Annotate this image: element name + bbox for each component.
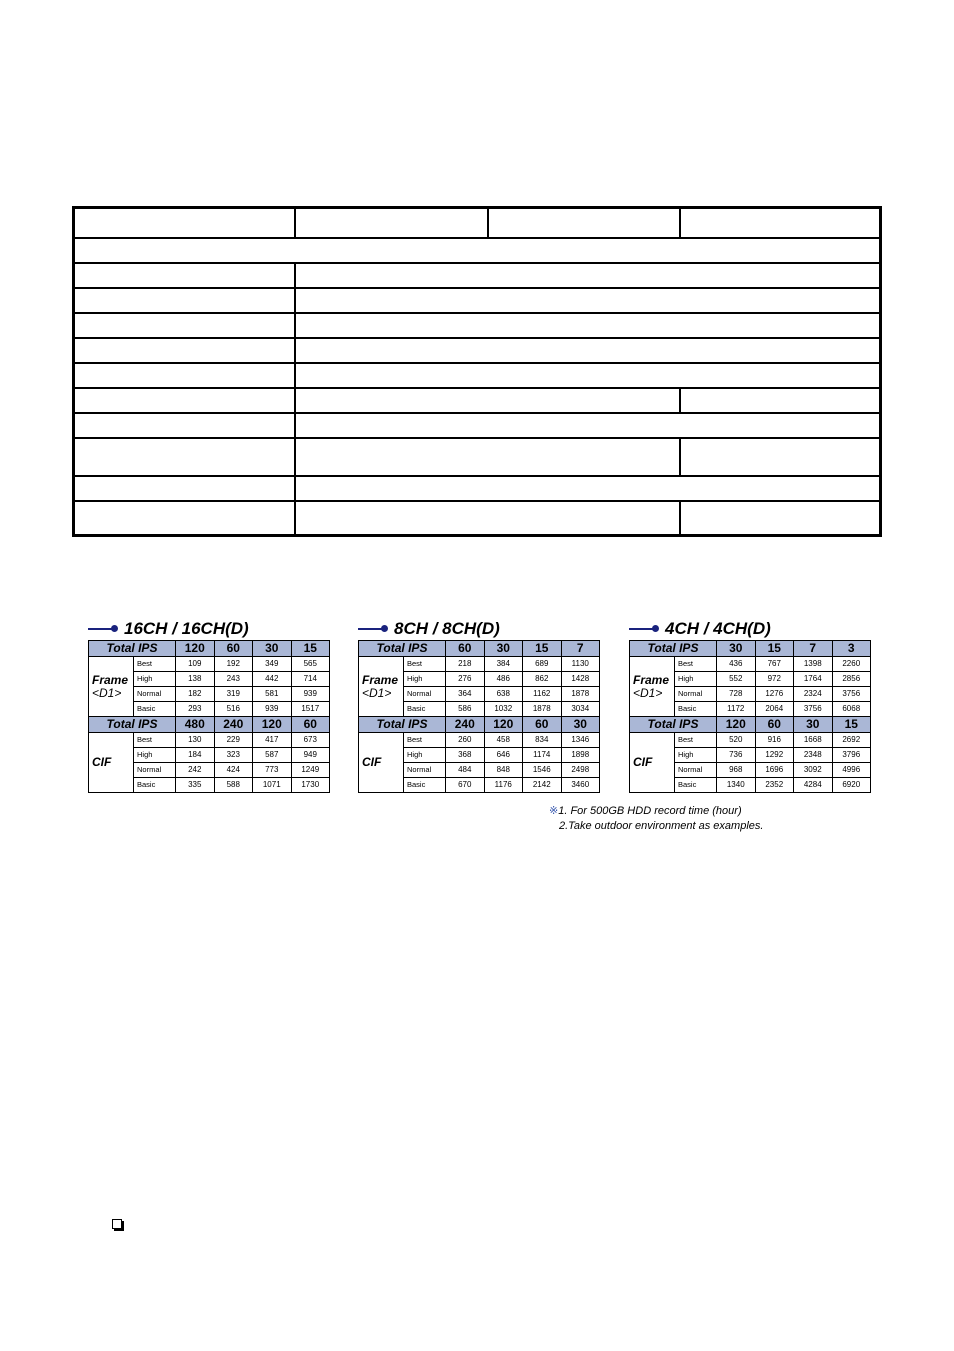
record-hours: 6920 bbox=[832, 778, 871, 793]
quality-label: High bbox=[675, 672, 717, 687]
ips-value: 15 bbox=[755, 641, 794, 657]
table-title-text: 8CH / 8CH(D) bbox=[394, 619, 500, 638]
table-title-text: 4CH / 4CH(D) bbox=[665, 619, 771, 638]
record-hours: 949 bbox=[291, 748, 330, 763]
quality-label: Normal bbox=[675, 687, 717, 702]
record-hours: 109 bbox=[176, 657, 215, 672]
quality-label: Basic bbox=[134, 778, 176, 793]
resolution-label: Frame <D1> bbox=[630, 657, 675, 717]
record-hours: 424 bbox=[214, 763, 253, 778]
record-hours: 1730 bbox=[291, 778, 330, 793]
total-ips-header-row bbox=[630, 641, 871, 657]
quality-label: High bbox=[404, 748, 446, 763]
ips-value: 120 bbox=[484, 717, 523, 733]
footnote bbox=[549, 804, 763, 834]
quality-label: High bbox=[675, 748, 717, 763]
record-hours: 1764 bbox=[794, 672, 833, 687]
table-row bbox=[359, 657, 600, 672]
record-hours: 6068 bbox=[832, 702, 871, 717]
spec-row-line bbox=[75, 475, 879, 477]
ips-value: 30 bbox=[794, 717, 833, 733]
quality-label: Normal bbox=[404, 687, 446, 702]
ips-value: 15 bbox=[291, 641, 330, 657]
record-hours: 368 bbox=[446, 748, 485, 763]
record-hours: 1032 bbox=[484, 702, 523, 717]
quality-label: Basic bbox=[675, 778, 717, 793]
record-hours: 862 bbox=[523, 672, 562, 687]
ips-value: 480 bbox=[176, 717, 215, 733]
total-ips-label: Total IPS bbox=[89, 717, 176, 733]
total-ips-label: Total IPS bbox=[359, 717, 446, 733]
ips-value: 30 bbox=[253, 641, 292, 657]
total-ips-header-row bbox=[89, 641, 330, 657]
quality-label: Best bbox=[404, 733, 446, 748]
record-hours: 673 bbox=[291, 733, 330, 748]
record-hours: 3796 bbox=[832, 748, 871, 763]
ips-value: 240 bbox=[214, 717, 253, 733]
spec-row-line bbox=[75, 262, 879, 264]
record-hours: 2142 bbox=[523, 778, 562, 793]
spec-row-line bbox=[75, 287, 879, 289]
table-title bbox=[88, 618, 330, 640]
record-hours: 646 bbox=[484, 748, 523, 763]
table-row bbox=[89, 733, 330, 748]
record-hours: 218 bbox=[446, 657, 485, 672]
record-hours: 229 bbox=[214, 733, 253, 748]
record-hours: 939 bbox=[253, 702, 292, 717]
ips-value: 7 bbox=[794, 641, 833, 657]
record-hours: 728 bbox=[717, 687, 756, 702]
record-hours: 323 bbox=[214, 748, 253, 763]
table-row bbox=[630, 733, 871, 748]
record-hours: 552 bbox=[717, 672, 756, 687]
record-hours: 587 bbox=[253, 748, 292, 763]
table-title bbox=[629, 618, 871, 640]
record-hours: 968 bbox=[717, 763, 756, 778]
ips-value: 240 bbox=[446, 717, 485, 733]
record-hours: 2260 bbox=[832, 657, 871, 672]
record-hours: 1696 bbox=[755, 763, 794, 778]
record-hours: 2498 bbox=[561, 763, 600, 778]
record-hours: 1517 bbox=[291, 702, 330, 717]
record-hours: 486 bbox=[484, 672, 523, 687]
table-title bbox=[358, 618, 600, 640]
spec-divider bbox=[679, 437, 681, 475]
quality-label: Best bbox=[404, 657, 446, 672]
resolution-label: CIF bbox=[359, 733, 404, 793]
resolution-label: CIF bbox=[630, 733, 675, 793]
record-hours: 767 bbox=[755, 657, 794, 672]
total-ips-header-row bbox=[359, 641, 600, 657]
record-hours: 260 bbox=[446, 733, 485, 748]
record-hours: 4284 bbox=[794, 778, 833, 793]
record-hours: 4996 bbox=[832, 763, 871, 778]
record-table-block bbox=[88, 618, 330, 793]
record-hours: 335 bbox=[176, 778, 215, 793]
record-hours: 939 bbox=[291, 687, 330, 702]
spec-row-line bbox=[75, 362, 879, 364]
record-hours: 184 bbox=[176, 748, 215, 763]
record-table-block bbox=[629, 618, 871, 793]
spec-row-line bbox=[75, 237, 879, 239]
total-ips-label: Total IPS bbox=[630, 641, 717, 657]
total-ips-label: Total IPS bbox=[359, 641, 446, 657]
quality-label: Best bbox=[675, 657, 717, 672]
ips-value: 15 bbox=[832, 717, 871, 733]
ips-value: 120 bbox=[253, 717, 292, 733]
record-hours: 1071 bbox=[253, 778, 292, 793]
record-hours: 242 bbox=[176, 763, 215, 778]
table-row bbox=[630, 657, 871, 672]
ips-value: 120 bbox=[717, 717, 756, 733]
record-hours: 1249 bbox=[291, 763, 330, 778]
record-hours: 1176 bbox=[484, 778, 523, 793]
ips-value: 30 bbox=[561, 717, 600, 733]
spec-divider bbox=[679, 387, 681, 412]
record-hours: 442 bbox=[253, 672, 292, 687]
bullet-arrow-icon bbox=[88, 618, 118, 640]
record-hours: 972 bbox=[755, 672, 794, 687]
record-hours: 670 bbox=[446, 778, 485, 793]
record-hours: 2856 bbox=[832, 672, 871, 687]
ips-value: 7 bbox=[561, 641, 600, 657]
record-hours: 1346 bbox=[561, 733, 600, 748]
spec-row-line bbox=[75, 387, 879, 389]
quality-label: Best bbox=[675, 733, 717, 748]
total-ips-label: Total IPS bbox=[630, 717, 717, 733]
record-hours: 2324 bbox=[794, 687, 833, 702]
record-hours: 586 bbox=[446, 702, 485, 717]
record-hours: 773 bbox=[253, 763, 292, 778]
record-hours: 1276 bbox=[755, 687, 794, 702]
record-hours: 638 bbox=[484, 687, 523, 702]
ips-value: 60 bbox=[446, 641, 485, 657]
spec-divider bbox=[294, 262, 296, 537]
quality-label: Normal bbox=[404, 763, 446, 778]
quality-label: High bbox=[404, 672, 446, 687]
ips-value: 60 bbox=[214, 641, 253, 657]
record-hours: 714 bbox=[291, 672, 330, 687]
quality-label: Best bbox=[134, 657, 176, 672]
total-ips-header-row bbox=[359, 717, 600, 733]
total-ips-header-row bbox=[89, 717, 330, 733]
ips-value: 60 bbox=[523, 717, 562, 733]
record-hours: 588 bbox=[214, 778, 253, 793]
record-hours: 130 bbox=[176, 733, 215, 748]
quality-label: Best bbox=[134, 733, 176, 748]
spec-row-line bbox=[75, 437, 879, 439]
record-hours: 581 bbox=[253, 687, 292, 702]
footnote-line-1: ※1. For 500GB HDD record time (hour) bbox=[549, 805, 742, 817]
quality-label: Basic bbox=[404, 778, 446, 793]
record-hours: 1174 bbox=[523, 748, 562, 763]
record-hours: 243 bbox=[214, 672, 253, 687]
record-hours: 484 bbox=[446, 763, 485, 778]
spec-row-line bbox=[75, 312, 879, 314]
record-hours: 1340 bbox=[717, 778, 756, 793]
record-hours: 3756 bbox=[832, 687, 871, 702]
record-hours: 349 bbox=[253, 657, 292, 672]
record-hours: 417 bbox=[253, 733, 292, 748]
spec-divider bbox=[487, 209, 489, 237]
spec-row-line bbox=[75, 337, 879, 339]
record-hours: 848 bbox=[484, 763, 523, 778]
record-hours: 384 bbox=[484, 657, 523, 672]
record-hours: 458 bbox=[484, 733, 523, 748]
record-hours: 3092 bbox=[794, 763, 833, 778]
record-hours: 276 bbox=[446, 672, 485, 687]
ips-value: 60 bbox=[291, 717, 330, 733]
resolution-label: CIF bbox=[89, 733, 134, 793]
record-hours: 192 bbox=[214, 657, 253, 672]
record-hours: 3756 bbox=[794, 702, 833, 717]
resolution-label: Frame <D1> bbox=[89, 657, 134, 717]
quality-label: High bbox=[134, 748, 176, 763]
ips-value: 3 bbox=[832, 641, 871, 657]
bullet-arrow-icon bbox=[358, 618, 388, 640]
record-hours: 364 bbox=[446, 687, 485, 702]
record-hours: 1398 bbox=[794, 657, 833, 672]
quality-label: High bbox=[134, 672, 176, 687]
record-hours: 916 bbox=[755, 733, 794, 748]
checkbox-bullet-icon bbox=[112, 1219, 122, 1229]
record-hours: 319 bbox=[214, 687, 253, 702]
quality-label: Normal bbox=[134, 687, 176, 702]
quality-label: Normal bbox=[134, 763, 176, 778]
ips-value: 15 bbox=[523, 641, 562, 657]
record-hours: 565 bbox=[291, 657, 330, 672]
record-hours: 1292 bbox=[755, 748, 794, 763]
quality-label: Normal bbox=[675, 763, 717, 778]
record-hours: 1130 bbox=[561, 657, 600, 672]
record-hours: 834 bbox=[523, 733, 562, 748]
record-hours: 1546 bbox=[523, 763, 562, 778]
spec-divider bbox=[294, 209, 296, 237]
record-hours: 1878 bbox=[523, 702, 562, 717]
record-hours: 293 bbox=[176, 702, 215, 717]
table-row bbox=[89, 657, 330, 672]
record-hours: 736 bbox=[717, 748, 756, 763]
record-time-table bbox=[629, 640, 871, 793]
record-hours: 2348 bbox=[794, 748, 833, 763]
record-hours: 1162 bbox=[523, 687, 562, 702]
record-hours: 3460 bbox=[561, 778, 600, 793]
ips-value: 30 bbox=[717, 641, 756, 657]
quality-label: Basic bbox=[134, 702, 176, 717]
ips-value: 60 bbox=[755, 717, 794, 733]
footnote-line-2: 2.Take outdoor environment as examples. bbox=[559, 820, 764, 832]
quality-label: Basic bbox=[675, 702, 717, 717]
ips-value: 120 bbox=[176, 641, 215, 657]
record-hours: 1878 bbox=[561, 687, 600, 702]
record-hours: 182 bbox=[176, 687, 215, 702]
resolution-label: Frame <D1> bbox=[359, 657, 404, 717]
record-hours: 1172 bbox=[717, 702, 756, 717]
record-hours: 689 bbox=[523, 657, 562, 672]
record-hours: 516 bbox=[214, 702, 253, 717]
record-hours: 2064 bbox=[755, 702, 794, 717]
bullet-arrow-icon bbox=[629, 618, 659, 640]
spec-divider bbox=[679, 500, 681, 537]
record-hours: 1668 bbox=[794, 733, 833, 748]
total-ips-header-row bbox=[630, 717, 871, 733]
record-time-table bbox=[358, 640, 600, 793]
record-hours: 436 bbox=[717, 657, 756, 672]
quality-label: Basic bbox=[404, 702, 446, 717]
record-hours: 2692 bbox=[832, 733, 871, 748]
spec-row-line bbox=[75, 500, 879, 502]
spec-table bbox=[72, 206, 882, 537]
reference-mark-icon: ※ bbox=[549, 805, 559, 817]
total-ips-label: Total IPS bbox=[89, 641, 176, 657]
table-title-text: 16CH / 16CH(D) bbox=[124, 619, 249, 638]
record-table-block bbox=[358, 618, 600, 793]
record-hours: 1428 bbox=[561, 672, 600, 687]
spec-divider bbox=[679, 209, 681, 237]
record-hours: 138 bbox=[176, 672, 215, 687]
record-hours: 1898 bbox=[561, 748, 600, 763]
spec-row-line bbox=[75, 412, 879, 414]
record-time-table bbox=[88, 640, 330, 793]
table-row bbox=[359, 733, 600, 748]
ips-value: 30 bbox=[484, 641, 523, 657]
record-hours: 3034 bbox=[561, 702, 600, 717]
record-hours: 2352 bbox=[755, 778, 794, 793]
record-hours: 520 bbox=[717, 733, 756, 748]
